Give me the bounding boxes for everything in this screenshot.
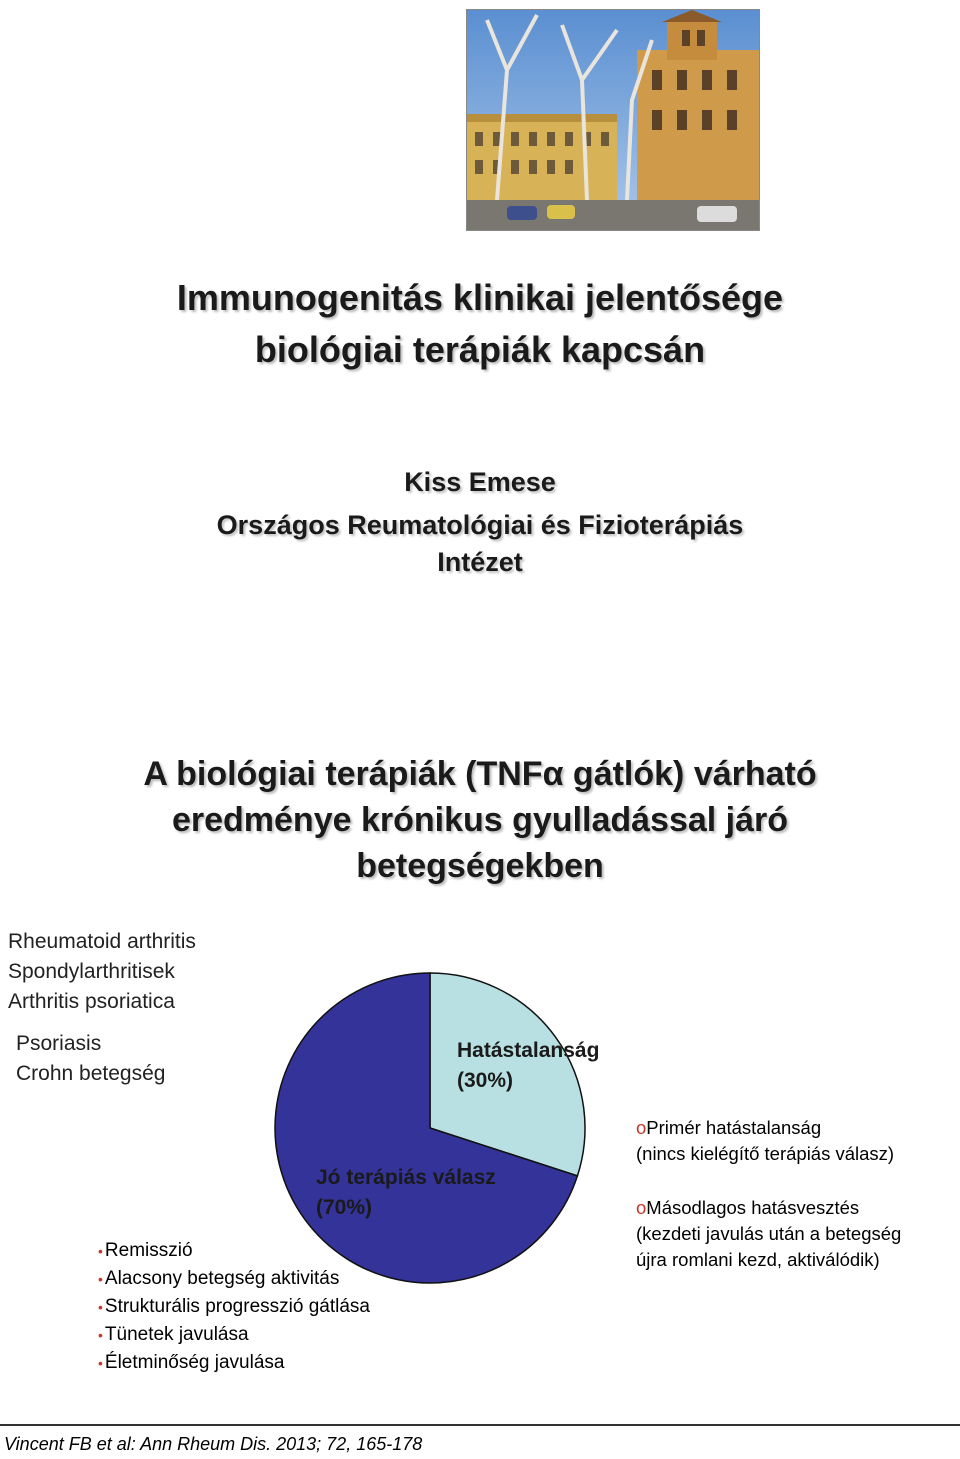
author-block [0,461,960,584]
primary-line-2: (nincs kielégítő terápiás válasz) [636,1143,895,1164]
list-item: Crohn betegség [16,1062,166,1085]
list-item [98,1265,370,1293]
pie-label-good [316,1163,496,1223]
outcome-text: Alacsony betegség aktivitás [104,1268,340,1289]
citation-text: Vincent FB et al: Ann Rheum Dis. 2013; 72, 165-178 [4,1434,423,1454]
list-item [98,1237,370,1265]
title-line-1: Immunogenitás klinikai jelentősége [176,277,784,318]
outcome-text: Életminőség javulása [104,1352,285,1373]
bullet-icon: • [98,1299,103,1315]
pie-label-good-line1: Jó terápiás válasz [316,1166,496,1189]
pie-label-bad-line2: (30%) [457,1069,514,1092]
building-photo-drawing [467,10,759,230]
section-heading [0,751,960,889]
bullet-icon: • [98,1271,103,1287]
citation [0,1424,960,1455]
pie-label-bad-line1: Hatástalanság [457,1039,600,1062]
institute-building-photo [466,9,760,231]
list-item: Spondylarthritisek [8,960,175,983]
bullet-o-icon: o [636,1197,647,1218]
title-line-2: biológiai terápiák kapcsán [254,329,706,370]
disease-list-2 [16,1029,165,1089]
bullet-o-icon: o [636,1117,647,1138]
outcome-text: Remisszió [104,1240,193,1261]
bullet-icon: • [98,1243,103,1259]
list-item [98,1321,370,1349]
pie-label-good-line2: (70%) [316,1196,373,1219]
secondary-failure [636,1195,901,1273]
primary-line-1: Primér hatástalanság [646,1117,822,1138]
failure-types [636,1115,901,1273]
list-item: Psoriasis [16,1032,102,1055]
pie-label-bad [457,1036,599,1096]
outcome-list [98,1237,370,1377]
section-line-2: eredménye krónikus gyulladással járó [171,801,789,839]
disease-list-1 [8,927,196,1017]
list-item [98,1349,370,1377]
section-line-1: A biológiai terápiák (TNFα gátlók) várható [143,755,817,793]
author-name: Kiss Emese [404,467,556,497]
primary-failure [636,1115,901,1167]
outcome-text: Strukturális progresszió gátlása [104,1296,370,1317]
institute-line-2: Intézet [437,547,523,577]
outcome-text: Tünetek javulása [104,1324,249,1345]
secondary-line-2: (kezdeti javulás után a betegség [636,1223,902,1244]
secondary-line-1: Másodlagos hatásvesztés [646,1197,860,1218]
bullet-icon: • [98,1327,103,1343]
institute-line-1: Országos Reumatológiai és Fizioterápiás [216,510,744,540]
list-item: Rheumatoid arthritis [8,930,196,953]
list-item [98,1293,370,1321]
secondary-line-3: újra romlani kezd, aktiválódik) [636,1249,880,1270]
list-item: Arthritis psoriatica [8,990,175,1013]
page-title [0,272,960,376]
bullet-icon: • [98,1355,103,1371]
section-line-3: betegségekben [356,847,604,885]
